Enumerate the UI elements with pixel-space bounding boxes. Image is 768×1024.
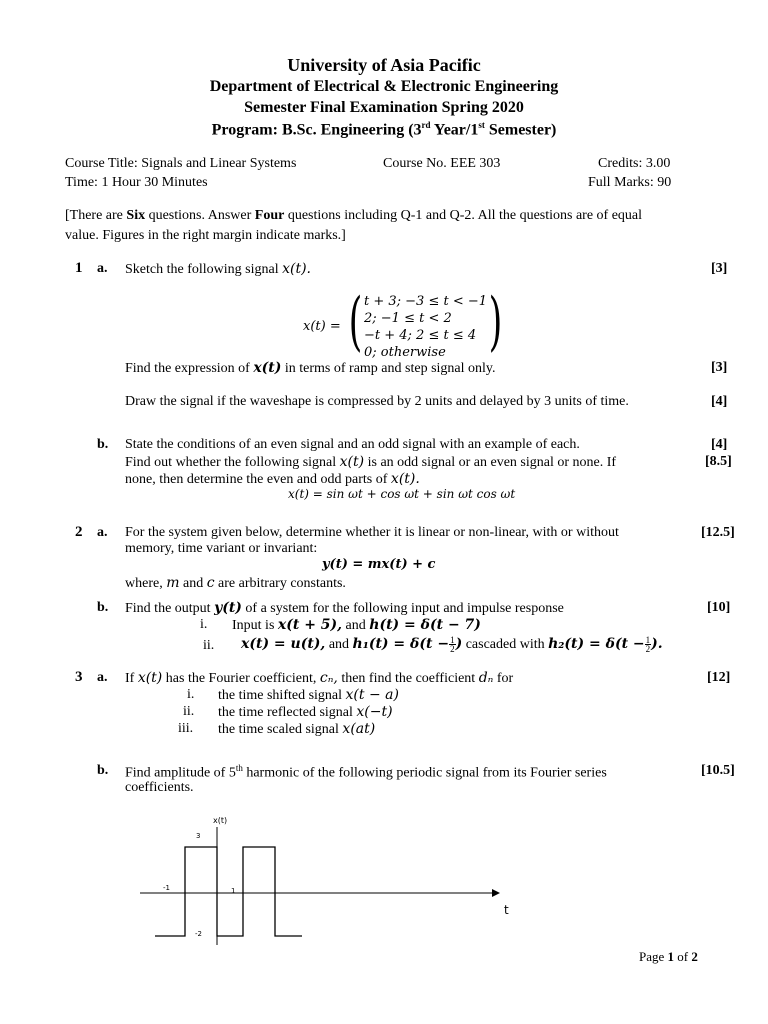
instructions-line1: [There are Six questions. Answer Four questions including Q-1 and Q-2. All the questions are of equal <box>65 208 643 223</box>
q2b-ii-text: x(t) = u(t), and h₁(t) = δ(t − $\frac{1}{2}$ ) cascaded with h₂(t) = δ(t − $\frac{1}{2}$ ). <box>241 635 663 655</box>
t-axis-arrow-icon <box>492 889 500 897</box>
department-title: Department of Electrical & Electronic Engineering <box>209 78 559 95</box>
q1b1-marks: [4] <box>711 437 728 452</box>
q2b-label: b. <box>97 600 109 615</box>
q2a2-text: memory, time variant or invariant: <box>125 541 318 556</box>
q1a2-text: Find the expression of x(t) in terms of ramp and step signal only. <box>125 360 496 376</box>
tick-neg-label: -1 <box>163 884 170 892</box>
q2b-marks: [10] <box>707 600 731 615</box>
q2a-label: a. <box>97 525 108 540</box>
q1b-equation: x(t) = sin ωt + cos ωt + sin ωt cos ωt <box>288 487 516 501</box>
q1a2-marks: [3] <box>711 360 728 375</box>
waveform-line <box>155 847 302 936</box>
q1a-marks: [3] <box>711 261 728 276</box>
periodic-signal-figure <box>140 815 520 950</box>
q3a-iii-text: the time scaled signal x(at) <box>218 721 376 737</box>
tick-pos-label: 1 <box>231 887 236 895</box>
piecewise-cases: t + 3; −3 ≤ t < −1 2; −1 ≤ t < 2 −t + 4; 2 ≤ t ≤ 4 0; otherwise <box>364 294 488 360</box>
q1b2-text: Find out whether the following signal x(t) is an odd signal or an even signal or none. If <box>125 454 617 470</box>
course-number: Course No. EEE 303 <box>383 156 501 171</box>
q3a-label: a. <box>97 670 108 685</box>
course-credits: Credits: 3.00 <box>598 156 671 171</box>
q3b1-text: Find amplitude of 5th harmonic of the following periodic signal from its Fourier series <box>125 763 607 781</box>
q3a-iii-label: iii. <box>178 721 194 736</box>
program-title: Program: B.Sc. Engineering (3rd Year/1st Semester) <box>211 120 557 139</box>
q1a3-marks: [4] <box>711 394 728 409</box>
q2b-ii-label: ii. <box>203 638 215 653</box>
q1a3-text: Draw the signal if the waveshape is compressed by 2 units and delayed by 3 units of time. <box>125 394 629 409</box>
exam-time: Time: 1 Hour 30 Minutes <box>65 175 208 190</box>
q3b2-text: coefficients. <box>125 780 194 795</box>
q1b3-text: none, then determine the even and odd parts of x(t). <box>125 471 420 487</box>
q3a-ii-text: the time reflected signal x(−t) <box>218 704 393 720</box>
q1-number: 1 <box>75 260 83 276</box>
q2a3-text: where, m and c are arbitrary constants. <box>125 575 346 591</box>
q2a1-text: For the system given below, determine whether it is linear or non-linear, with or without <box>125 525 619 540</box>
course-title: Course Title: Signals and Linear Systems <box>65 156 297 171</box>
q2b-i-text: Input is x(t + 5), and h(t) = δ(t − 7) <box>232 617 481 633</box>
q3-number: 3 <box>75 669 83 685</box>
piecewise-lhs: x(t) = <box>303 319 341 334</box>
q2a-equation: y(t) = mx(t) + c <box>322 557 436 572</box>
q3b-label: b. <box>97 763 109 778</box>
q1b2-marks: [8.5] <box>705 454 732 469</box>
level-low-label: -2 <box>195 930 202 938</box>
q2a-marks: [12.5] <box>701 525 735 540</box>
left-brace: ( <box>348 285 363 359</box>
full-marks: Full Marks: 90 <box>588 175 672 190</box>
exam-title: Semester Final Examination Spring 2020 <box>244 99 524 116</box>
q2-number: 2 <box>75 524 83 540</box>
q1a-text: Sketch the following signal x(t). <box>125 261 311 277</box>
instructions-line2: value. Figures in the right margin indicate marks.] <box>65 228 346 243</box>
q2b1-text: Find the output y(t) of a system for the following input and impulse response <box>125 600 564 616</box>
q3a1-text: If x(t) has the Fourier coefficient, cₙ, then find the coefficient dₙ for <box>125 670 514 686</box>
page-number: Page 1 of 2 <box>639 949 698 964</box>
y-axis-label: x(t) <box>213 816 228 825</box>
q1b1-text: State the conditions of an even signal and an odd signal with an example of each. <box>125 437 580 452</box>
q3a-marks: [12] <box>707 670 731 685</box>
q1a-label: a. <box>97 261 108 276</box>
q3a-i-text: the time shifted signal x(t − a) <box>218 687 399 703</box>
q2b-i-label: i. <box>200 617 208 632</box>
q3a-ii-label: ii. <box>183 704 195 719</box>
right-brace: ) <box>488 285 503 359</box>
level-high-label: 3 <box>196 832 201 840</box>
q3a-i-label: i. <box>187 687 195 702</box>
t-axis-label: t <box>504 903 509 917</box>
university-title: University of Asia Pacific <box>287 55 481 75</box>
q3b-marks: [10.5] <box>701 763 735 778</box>
q1b-label: b. <box>97 437 109 452</box>
